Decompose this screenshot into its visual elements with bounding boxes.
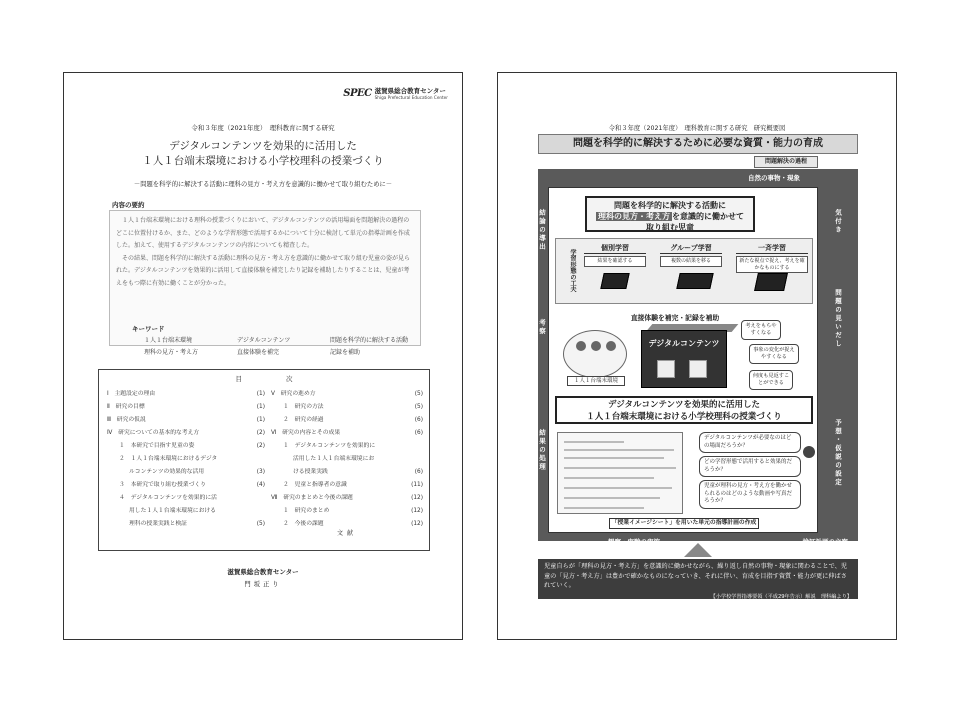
research-theme-box: デジタルコンテンツを効果的に活用した １人１台端末環境における小学校理科の授業づくり (555, 396, 813, 424)
toc-label: ける授業実践 (293, 469, 328, 475)
toc-label: 活用した１人１台端末環境にお (293, 456, 375, 462)
cycle-left-3: 結果の処理 (538, 429, 546, 472)
monitor-icon (754, 273, 788, 291)
overview-banner: 問題を科学的に解決するために必要な資質・能力の育成 (538, 134, 858, 154)
process-tag: 問題解決の過程 (754, 156, 818, 168)
logo-mark: SPEC (343, 88, 372, 100)
toc-row (271, 466, 423, 479)
keyword-list (144, 335, 434, 356)
lesson-image-sheet (557, 432, 683, 514)
teacher-thought: デジタルコンテンツが必要なのはどの場面だろうか？ (699, 432, 801, 453)
footer-source-note: 【小学校学習指導要領（平成29年告示）解説 理科編より】 (710, 594, 852, 600)
toc-page (247, 453, 265, 466)
diagram-inner (548, 187, 818, 533)
cycle-right-3: 予想・仮説の設定 (834, 419, 842, 487)
toc-row (271, 427, 423, 440)
research-diagram (538, 169, 858, 546)
cycle-right-1: 気付き (834, 209, 842, 235)
toc-column-right (271, 388, 423, 531)
teacher-thought: 児童が理科の見方・考え方を働かせられるのはどのような動画や写真だろうか？ (699, 480, 801, 509)
student-icon (591, 341, 601, 351)
toc-label: ２ 研究の経過 (283, 417, 324, 423)
toc-page: (12) (411, 521, 423, 527)
toc-page: (2) (256, 430, 265, 436)
teacher-thought: どの学習形態で活用すると効果的だろうか？ (699, 456, 801, 477)
toc-page: (6) (414, 469, 423, 475)
toc-page (247, 505, 265, 518)
toc-page: (4) (256, 482, 265, 488)
keyword: １人１台端末環境 (144, 337, 193, 344)
toc-row (271, 401, 423, 414)
toc-row (107, 414, 265, 427)
form-whole-class: 一斉学習 新たな視点で捉え、考えを確かなものにする (736, 243, 808, 273)
students-illustration (563, 330, 627, 378)
toc-label: 理科の授業実践と検証 (129, 521, 187, 527)
digital-content-label: デジタルコンテンツ (648, 339, 720, 348)
tablet-icon (600, 273, 629, 289)
footer-box: 児童自らが「理科の見方・考え方」を意識的に働かせながら、繰り返し自然の事物・現象に関わることで、児童の「見方・考え方」は豊かで確かなものになっていき、それに伴い、育成を目指す資質・能力が更に伸ばされていく。 (538, 559, 858, 599)
toc-label: Ⅴ 研究の進め方 (271, 391, 316, 397)
keyword-heading: キーワード (132, 325, 165, 333)
toc-row (107, 401, 265, 414)
cycle-left-1: 結論の導出 (538, 209, 546, 252)
toc-page: (12) (411, 495, 423, 501)
target-child-box: 問題を科学的に解決する活動に 理科の見方・考え方 を意識的に働かせて 取り組む児童 (585, 196, 755, 232)
toc-row (107, 518, 265, 531)
cycle-bottom (608, 537, 848, 546)
toc-row (107, 453, 265, 466)
photo-icon (689, 360, 707, 378)
student-icon (576, 341, 586, 351)
student-icon (606, 341, 616, 351)
toc-label: １ 研究のまとめ (283, 508, 330, 514)
device-environment-caption: １人１台端末環境 (567, 376, 625, 386)
toc-label: ルコンテンツの効果的な活用 (129, 469, 205, 475)
video-icon (657, 360, 675, 378)
keyword: 記録を補助 (330, 349, 361, 356)
tablets-group-icon (676, 273, 713, 289)
keyword: 理科の見方・考え方 (144, 349, 199, 356)
toc-row (271, 505, 423, 518)
toc-label: ２ 児童と指導者の意識 (283, 482, 347, 488)
toc-row (107, 388, 265, 401)
cycle-bottom-2: 検証計画の立案 (802, 538, 848, 546)
title-line-1: デジタルコンテンツを効果的に活用した (169, 140, 357, 152)
toc-label: Ⅰ 主題設定の理由 (107, 391, 156, 397)
toc-label: Ⅵ 研究の内容とその成果 (271, 430, 341, 436)
toc-row (271, 388, 423, 401)
toc-label: １ 本研究で目指す児童の姿 (119, 443, 195, 449)
toc-references: 文献 (336, 530, 357, 537)
effect-bubble: 事象の変化が捉えやすくなる (749, 344, 799, 364)
toc-page (405, 440, 423, 453)
toc-page: (2) (256, 443, 265, 449)
toc-row (271, 414, 423, 427)
keyword: デジタルコンテンツ (237, 337, 291, 344)
toc-label: Ⅱ 研究の目標 (107, 404, 145, 410)
toc-row (271, 440, 423, 453)
toc-row (107, 479, 265, 492)
toc-label: ４ デジタルコンテンツを効果的に活 (119, 495, 217, 501)
cycle-left-2: 考察 (538, 319, 546, 336)
toc-page (405, 453, 423, 466)
toc-page: (6) (414, 430, 423, 436)
cycle-right-2: 問題の見いだし (834, 289, 842, 349)
title-line-2: １人１台端末環境における小学校理科の授業づくり (142, 155, 384, 167)
toc-row (107, 505, 265, 518)
form-individual: 個別学習 結果を確認する (584, 243, 646, 267)
sheet-caption: 「授業イメージシート」を用いた単元の指導計画の作成 (609, 518, 759, 529)
center-logo (343, 88, 448, 100)
toc-page: (1) (256, 391, 265, 397)
toc-row (107, 492, 265, 505)
form-group: グループ学習 複数の結果を移る (660, 243, 722, 267)
overview-diagram-page (497, 72, 897, 640)
summary-paragraph-2: その結果、問題を科学的に解決する活動に理科の見方・考え方を意識的に働かせて取り組む児童の姿が見られた。デジタルコンテンツを効果的に活用して直接体験を補完したり記録を補助したりすることは、児童が考えをもつ際に有効に働くことが分かった。 (116, 254, 411, 287)
keyword: 問題を科学的に解決する活動 (330, 337, 409, 344)
overview-header: 令和３年度（2021年度） 理科教育に関する研究 研究概要図 (608, 125, 786, 132)
summary-page (63, 72, 463, 640)
toc-page: (5) (414, 404, 423, 410)
toc-label: ２ 今後の課題 (283, 521, 324, 527)
toc-row (271, 479, 423, 492)
toc-label: Ⅳ 研究についての基本的な考え方 (107, 430, 200, 436)
toc-row (271, 492, 423, 505)
toc-page: (5) (256, 521, 265, 527)
toc-row (107, 466, 265, 479)
toc-title: 目次 (235, 375, 337, 383)
toc-label: ２ １人１台端末環境におけるデジタ (119, 456, 218, 462)
institution-name: 滋賀県総合教育センター (227, 568, 299, 576)
effect-bubble: 何度も見返すことができる (749, 370, 793, 390)
toc-page (247, 492, 265, 505)
toc-column-left (107, 388, 265, 531)
page-title (64, 139, 462, 169)
research-label: 令和３年度（2021年度） 理科教育に関する研究 (191, 124, 335, 132)
table-of-contents (98, 369, 430, 551)
toc-row (107, 427, 265, 440)
toc-label: １ 研究の方法 (283, 404, 324, 410)
toc-page: (6) (414, 417, 423, 423)
cycle-top: 自然の事物・現象 (748, 174, 800, 182)
toc-page: (3) (256, 469, 265, 475)
arrow-up-icon (684, 543, 712, 557)
logo-name-en: Shiga Prefectural Education Center (374, 94, 448, 100)
toc-label: ３ 本研究で取り組む授業づくり (119, 482, 206, 488)
toc-page: (11) (411, 482, 423, 488)
toc-label: Ⅲ 研究の仮説 (107, 417, 146, 423)
teacher-icon (803, 446, 815, 458)
author-name: 門坂正り (244, 581, 282, 588)
toc-label: Ⅶ 研究のまとめと今後の課題 (271, 495, 353, 501)
subtitle: －問題を科学的に解決する活動に理科の見方・考え方を意識的に働かせて取り組むために－ (133, 181, 393, 188)
toc-page: (1) (256, 404, 265, 410)
toc-label: 用した１人１台端末環境における (129, 508, 216, 514)
summary-heading: 内容の要約 (112, 201, 145, 209)
toc-page: (5) (414, 391, 423, 397)
keyword: 直接体験を補完 (237, 349, 280, 356)
effect-bubble: 考えをもちやすくなる (741, 320, 781, 340)
cycle-bottom-1: 観察・実験の実施 (608, 538, 660, 546)
toc-page: (12) (411, 508, 423, 514)
logo-name: 滋賀県総合教育センター (374, 87, 446, 95)
toc-row (107, 440, 265, 453)
support-label: 直接体験を補完・記録を補助 (630, 314, 720, 322)
summary-paragraph-1: １人１台端末環境における理科の授業づくりにおいて、デジタルコンテンツの活用場面を問題解決の過程のどこに位置付けるか、また、どのような学習形態で活用するかについて十分に検討して単元の指導計画を作成した。加えて、使用するデジタルコンテンツの内容についても精査した。 (116, 217, 410, 249)
toc-row (271, 453, 423, 466)
toc-page: (1) (256, 417, 265, 423)
learning-forms-panel (555, 238, 813, 304)
toc-label: １ デジタルコンテンツを効果的に (283, 443, 376, 449)
forms-label: 学習形態の工夫 (569, 249, 576, 293)
